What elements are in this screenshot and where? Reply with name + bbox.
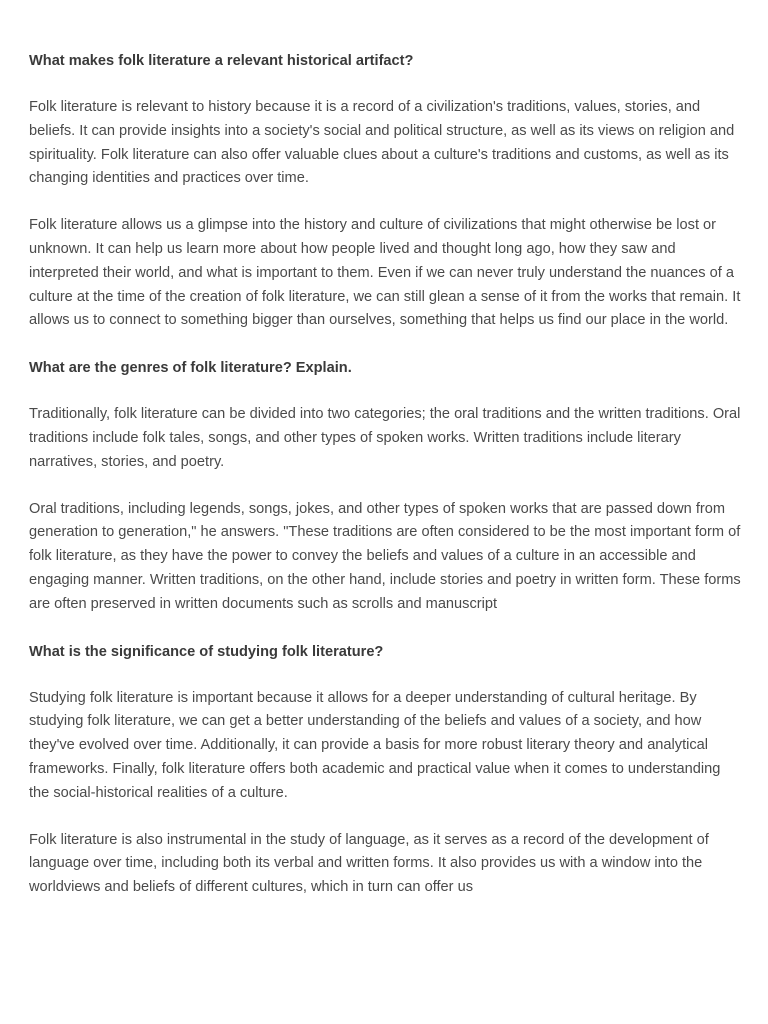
- answer-paragraph: Folk literature allows us a glimpse into the history and culture of civilizations that might otherwise be lost or unknown. It can help us learn more about how people lived and thought long ago, how they saw and interpreted their world, and what is important to them. Even if we can never truly understand the nuances of a culture at the time of the creation of folk literature, we can still glean a sense of it from the works that remain. It allows us to connect to something bigger than ourselves, something that helps us find our place in the world.: [29, 217, 741, 329]
- section-historical-artifact: [29, 49, 744, 333]
- answer-paragraph: Studying folk literature is important because it allows for a deeper understanding of cultural heritage. By studying folk literature, we can get a better understanding of the beliefs and values of a society, and how they've evolved over time. Additionally, it can provide a basis for more robust literary theory and analytical frameworks. Finally, folk literature offers both academic and practical value when it comes to understanding the social-historical realities of a culture.: [29, 689, 721, 801]
- answer-paragraph: Folk literature is relevant to history because it is a record of a civilization's traditions, values, stories, and beliefs. It can provide insights into a society's social and political structure, as well as its views on religion and spirituality. Folk literature can also offer valuable clues about a culture's traditions and customs, as well as its changing identities and practices over time.: [29, 99, 735, 187]
- answer-paragraph: Folk literature is also instrumental in the study of language, as it serves as a record of the development of language over time, including both its verbal and written forms. It also provides us with a window into the worldviews and beliefs of different cultures, which in turn can offer us: [29, 831, 709, 896]
- answer-paragraph: Traditionally, folk literature can be divided into two categories; the oral traditions and the written traditions. Oral traditions include folk tales, songs, and other types of spoken works. Written traditions include literary narratives, stories, and poetry.: [29, 406, 741, 470]
- section-significance: [29, 640, 744, 900]
- section-genres: [29, 356, 744, 616]
- question-heading: What is the significance of studying folk literature?: [29, 643, 384, 660]
- answer-paragraph: Oral traditions, including legends, songs, jokes, and other types of spoken works that are passed down from generation to generation," he answers. "These traditions are often considered to be the most important form of folk literature, as they have the power to convey the beliefs and values of a culture in an accessible and engaging manner. Written traditions, on the other hand, include stories and poetry in written form. These forms are often preserved in written documents such as scrolls and manuscript: [29, 500, 741, 612]
- question-heading: What are the genres of folk literature? Explain.: [29, 360, 352, 377]
- question-heading: What makes folk literature a relevant historical artifact?: [29, 53, 414, 69]
